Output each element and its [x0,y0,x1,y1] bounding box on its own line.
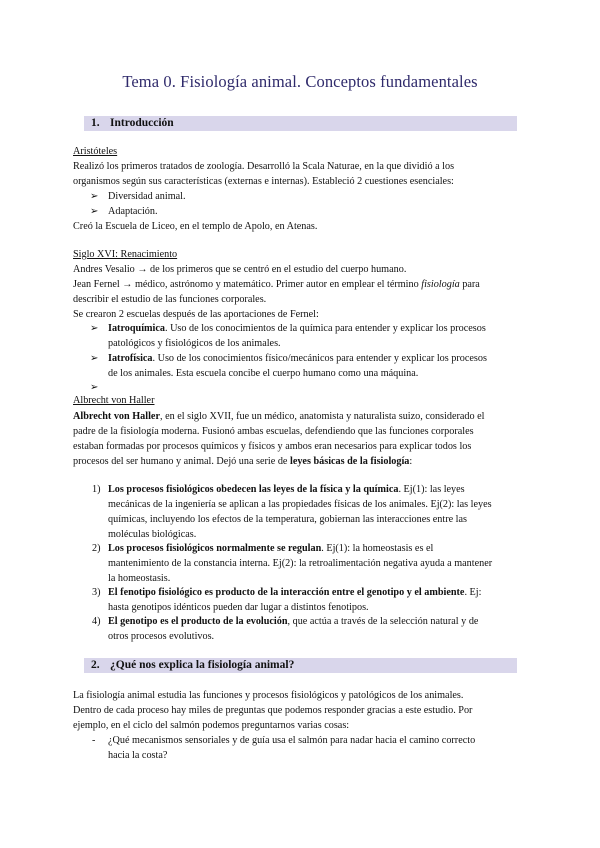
text-span: . Uso de los conocimientos físico/mecánicos para entender y explicar los procesos [152,353,487,364]
text-span: . Ej: [464,587,482,598]
paragraph-line: describir el estudio de las funciones corporales. [73,294,267,305]
dash-bullet-icon: - [92,735,96,746]
list-item-continuation: mecánicas de la ingeniería se aplican a las propiedades físicas de los animales. Ej(2): las leyes [108,499,492,510]
list-item: ¿Qué mecanismos sensoriales y de guía usa el salmón para nadar hacia el camino correcto [108,735,476,746]
section-title: Introducción [110,117,174,129]
list-number: 1) [92,484,101,495]
list-item-continuation: la homeostasis. [108,573,171,584]
bold-term: El genotipo es el producto de la evolución [108,616,288,627]
list-item-continuation: otros procesos evolutivos. [108,631,215,642]
section-title: ¿Qué nos explica la fisiología animal? [110,659,295,671]
list-item-continuation: mantenimiento de la constancia interna. Ej(2): la retroalimentación negativa ayuda a mantener [108,558,493,569]
section-heading-que-nos-explica [84,658,517,673]
arrow-bullet-icon: ➢ [90,191,99,202]
paragraph-line: estaban formadas por procesos químicos y físicos y ambos eran necesarios para explicar todos los [73,441,472,452]
bold-term: Albrecht von Haller [73,411,160,422]
arrow-bullet-icon: ➢ [90,206,99,217]
paragraph-line: Andres Vesalio → de los primeros que se centró en el estudio del cuerpo humano. [73,264,407,275]
list-item [108,542,433,557]
paragraph-line: Dentro de cada proceso hay miles de preguntas que podemos responder gracias a este estudio. Por [73,705,473,716]
paragraph-line: organismos según sus características (externas e internas). Estableció 2 cuestiones esenciales: [73,176,454,187]
text-span: . Ej(1): las leyes [398,484,465,495]
list-number: 3) [92,587,101,598]
paragraph-line: Se crearon 2 escuelas después de las aportaciones de Fernel: [73,309,319,320]
list-item-continuation: químicas, incluyendo los efectos de la temperatura, gobiernan las interacciones entre las [108,514,467,525]
text-span: , en el siglo XVII, fue un médico, anatomista y naturalista suizo, considerado el [159,411,485,422]
bold-term: Los procesos fisiológicos normalmente se regulan [108,543,322,554]
list-item [108,483,465,498]
paragraph-line [73,455,412,470]
arrow-bullet-icon: ➢ [90,353,99,364]
text-span: procesos del ser humano y animal. Dejó una serie de [73,456,290,467]
section-number: 2. [91,659,100,671]
section-heading-introduccion [84,116,517,131]
list-number: 4) [92,616,101,627]
list-item: Adaptación. [108,206,158,217]
list-item [108,322,486,337]
italic-term: fisiología [421,279,460,290]
text-span: : [409,456,413,467]
bold-term: Iatroquímica [108,323,165,334]
bold-term: leyes básicas de la fisiología [289,456,410,467]
text-span: , que actúa a través de la selección natural y de [287,616,479,627]
list-item [108,615,478,630]
list-item-continuation: de los animales. Esta escuela concibe el cuerpo humano como una máquina. [108,368,419,379]
list-item-continuation: hacia la costa? [108,750,168,761]
list-item [108,352,487,367]
list-item: Diversidad animal. [108,191,186,202]
text-span: Jean Fernel → médico, astrónomo y matemático. Primer autor en emplear el término [73,279,422,290]
bold-term: El fenotipo fisiológico es producto de la interacción entre el genotipo y el ambiente [108,587,465,598]
paragraph-line: Realizó los primeros tratados de zoología. Desarrolló la Scala Naturae, en la que dividió a los [73,161,455,172]
text-span: . Ej(1): la homeostasis es el [321,543,434,554]
list-number: 2) [92,543,101,554]
list-item-continuation: patológicos y fisiológicos de los animales. [108,338,281,349]
arrow-bullet-icon: ➢ [90,382,99,393]
paragraph-line [73,278,480,293]
subheading-renacimiento: Siglo XVI: Renacimiento [73,249,178,260]
arrow-bullet-icon: ➢ [90,323,99,334]
subheading-haller: Albrecht von Haller [73,395,155,406]
page-title: Tema 0. Fisiología animal. Conceptos fundamentales [122,72,478,91]
subheading-aristoteles: Aristóteles [73,146,118,157]
list-item-continuation: moléculas biológicas. [108,529,197,540]
text-span: para [459,279,480,290]
bold-term: Iatrofísica [108,353,153,364]
text-span: . Uso de los conocimientos de la química para entender y explicar los procesos [164,323,486,334]
paragraph-line: padre de la fisiología moderna. Fusionó ambas escuelas, defendiendo que las funciones corporales [73,426,474,437]
paragraph-line: La fisiología animal estudia las funciones y procesos fisiológicos y patológicos de los animales. [73,690,464,701]
bold-term: Los procesos fisiológicos obedecen las leyes de la física y la química [108,484,399,495]
list-item [108,586,481,601]
paragraph-line: Creó la Escuela de Liceo, en el templo de Apolo, en Atenas. [73,221,318,232]
paragraph-line: ejemplo, en el ciclo del salmón podemos preguntarnos varias cosas: [73,720,350,731]
section-number: 1. [91,117,100,129]
paragraph-line [73,410,484,425]
list-item-continuation: hasta genotipos idénticos pueden dar lugar a distintos fenotipos. [108,602,369,613]
